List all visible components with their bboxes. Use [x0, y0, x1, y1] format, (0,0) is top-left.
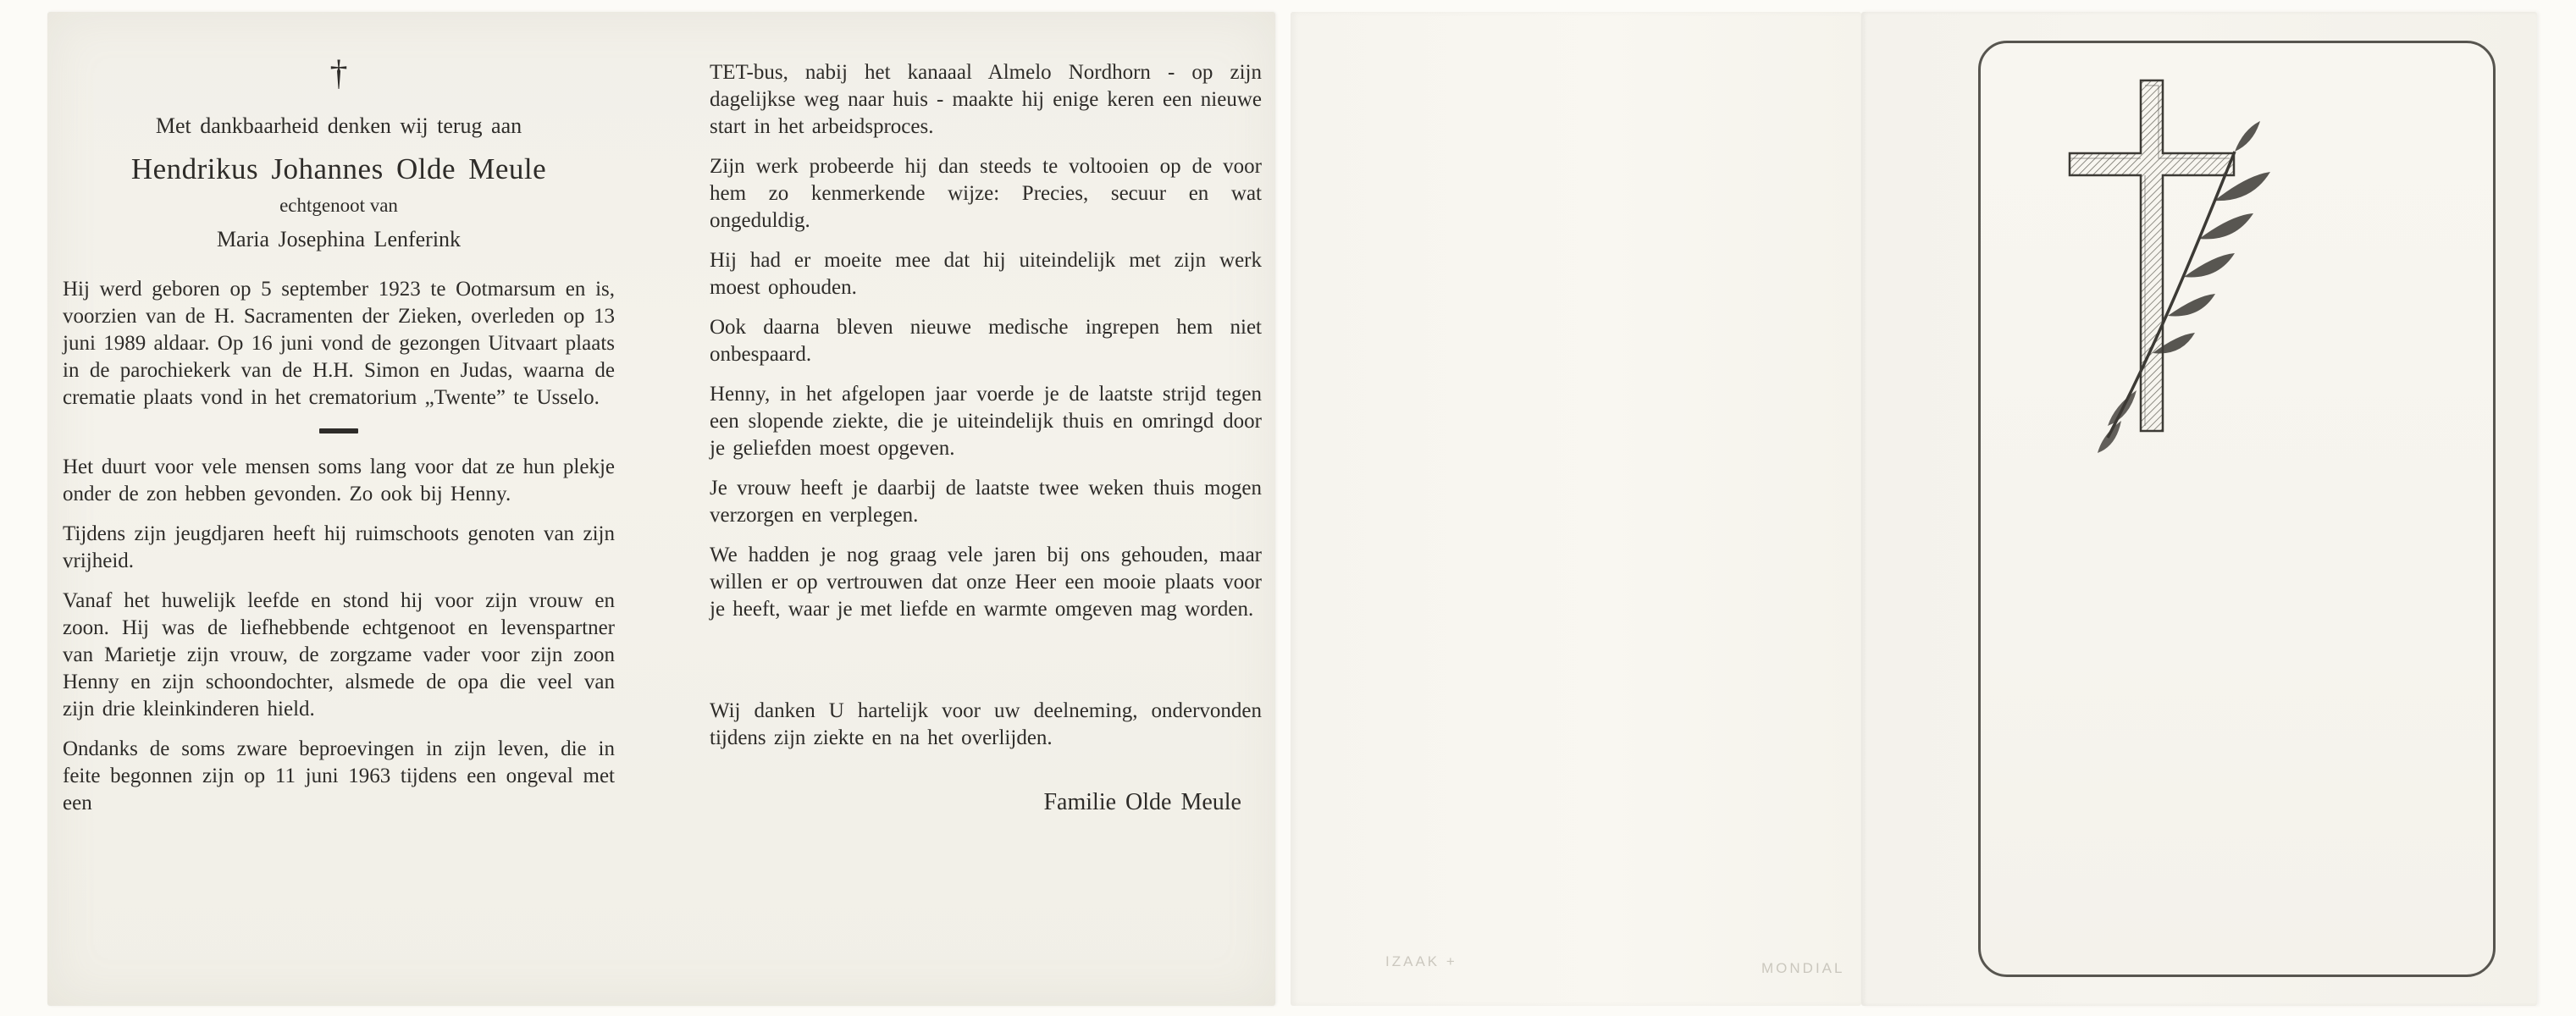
cross-symbol-icon: † — [329, 54, 348, 93]
section-divider — [319, 428, 358, 433]
memorial-card-back-cover — [1291, 12, 1861, 1006]
memorial-card-inner-spread — [47, 12, 1275, 1006]
memorial-paragraph: TET-bus, nabij het kanaaal Almelo Nordhorn - op zijn dagelijkse weg naar huis - maakte hij enige keren een nieuwe start in het arbeidsproces. — [710, 61, 1262, 138]
intro-line: Met dankbaarheid denken wij terug aan — [155, 113, 522, 138]
cover-illustration — [2030, 65, 2292, 477]
family-signature: Familie Olde Meule — [1043, 789, 1241, 815]
printer-mark-mondial: MONDIAL — [1761, 960, 1845, 976]
memorial-card-front-cover — [1861, 12, 2537, 1006]
memorial-paragraph: Je vrouw heeft je daarbij de laatste twee weken thuis mogen verzorgen en verplegen. — [710, 477, 1262, 527]
memorial-paragraph: Hij had er moeite mee dat hij uiteindelijk met zijn werk moest ophouden. — [710, 249, 1262, 299]
memorial-paragraph: Vanaf het huwelijk leefde en stond hij voor zijn vrouw en zoon. Hij was de liefhebbende echtgenoot en levenspartner van Marietje zijn vrouw, de zorgzame vader voor zijn zoon Henny en zijn schoondochter, alsmede de opa die veel van zijn drie kleinkinderen hield. — [63, 589, 615, 721]
deceased-name: Hendrikus Johannes Olde Meule — [130, 152, 547, 185]
memorial-paragraph: Tijdens zijn jeugdjaren heeft hij ruimschoots genoten van zijn vrijheid. — [63, 522, 615, 572]
memorial-paragraph: Het duurt voor vele mensen soms lang voor dat ze hun plekje onder de zon hebben gevonden. Zo ook bij Henny. — [63, 456, 615, 505]
memorial-paragraph: We hadden je nog graag vele jaren bij ons gehouden, maar willen er op vertrouwen dat onze Heer een mooie plaats voor je heeft, waar je met liefde en warmte omgeven mag worden. — [710, 544, 1262, 621]
cover-border-frame — [1978, 41, 2496, 977]
cross-icon — [2070, 80, 2234, 431]
left-page — [63, 12, 615, 830]
memorial-paragraph: Hij werd geboren op 5 september 1923 te Ootmarsum en is, voorzien van de H. Sacramenten der Zieken, overleden op 13 juni 1989 aldaar. Op 16 juni vond de gezongen Uitvaart plaats in de parochiekerk van de H.H. Simon en Judas, waarna de crematie plaats vond in het crematorium „Twente” te Usselo. — [63, 278, 615, 409]
memorial-paragraph: Zijn werk probeerde hij dan steeds te voltooien op de voor hem zo kenmerkende wijze: Precies, secuur en wat ongeduldig. — [710, 155, 1262, 232]
thanks-paragraph: Wij danken U hartelijk voor uw deelneming, ondervonden tijdens zijn ziekte en na het overlijden. — [710, 699, 1262, 749]
memorial-paragraph: Ondanks de soms zware beproevingen in zijn leven, die in feite begonnen zijn op 11 juni 1963 tijdens een ongeval met een — [63, 737, 615, 814]
spouse-name: Maria Josephina Lenferink — [216, 227, 462, 251]
memorial-paragraph: Ook daarna bleven nieuwe medische ingrepen hem niet onbespaard. — [710, 316, 1262, 366]
relation-line: echtgenoot van — [279, 195, 398, 216]
right-page — [710, 12, 1262, 816]
printer-mark-izaak: IZAAK + — [1385, 953, 1457, 969]
memorial-paragraph: Henny, in het afgelopen jaar voerde je de laatste strijd tegen een slopende ziekte, die je uiteindelijk thuis en omringd door je geliefden moest opgeven. — [710, 383, 1262, 460]
